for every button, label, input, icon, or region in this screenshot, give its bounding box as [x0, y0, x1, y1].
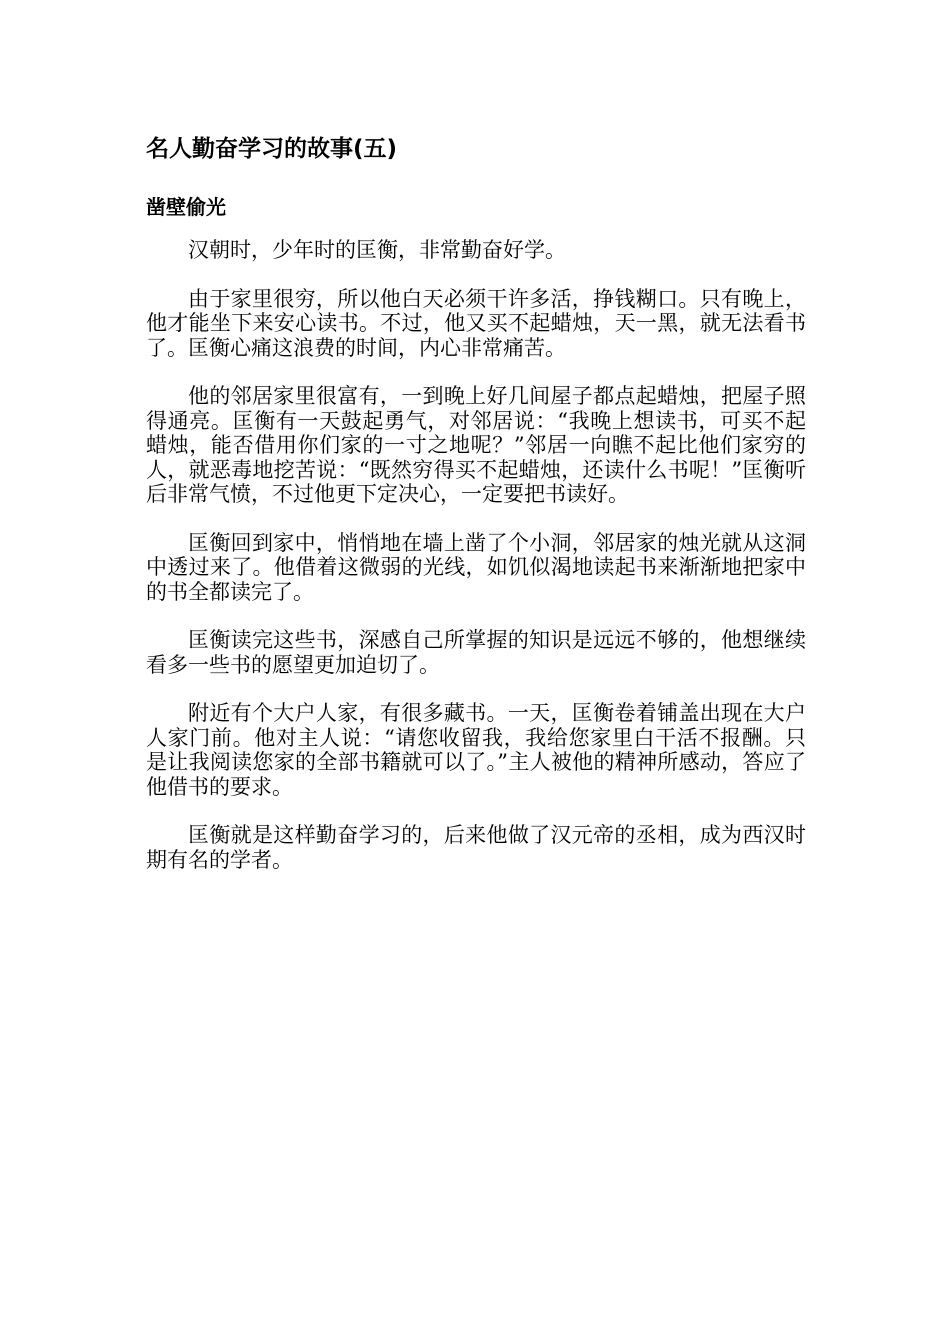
paragraph-2: 由于家里很穷，所以他白天必须干许多活，挣钱糊口。只有晚上，他才能坐下来安心读书。不过，他又买不起蜡烛，天一黑，就无法看书了。匡衡心痛这浪费的时间，内心非常痛苦。 [146, 286, 806, 360]
paragraph-5: 匡衡读完这些书，深感自己所掌握的知识是远远不够的，他想继续看多一些书的愿望更加迫切了。 [146, 628, 806, 677]
paragraph-7: 匡衡就是这样勤奋学习的，后来他做了汉元帝的丞相，成为西汉时期有名的学者。 [146, 823, 806, 872]
paragraph-1: 汉朝时，少年时的匡衡，非常勤奋好学。 [188, 238, 566, 262]
document-title: 名人勤奋学习的故事(五) [146, 136, 398, 162]
document-page [146, 130, 806, 896]
paragraph-6: 附近有个大户人家，有很多藏书。一天，匡衡卷着铺盖出现在大户人家门前。他对主人说：“请您收留我，我给您家里白干活不报酬。只是让我阅读您家的全部书籍就可以了。”主人被他的精神所感动，答应了他借书的要求。 [146, 701, 806, 799]
paragraph-3: 他的邻居家里很富有，一到晚上好几间屋子都点起蜡烛，把屋子照得通亮。匡衡有一天鼓起勇气，对邻居说：“我晚上想读书，可买不起蜡烛，能否借用你们家的一寸之地呢？”邻居一向瞧不起比他们家穷的人，就恶毒地挖苦说：“既然穷得买不起蜡烛，还读什么书呢！”匡衡听后非常气愤，不过他更下定决心，一定要把书读好。 [146, 384, 806, 506]
paragraph-4: 匡衡回到家中，悄悄地在墙上凿了个小洞，邻居家的烛光就从这洞中透过来了。他借着这微弱的光线，如饥似渴地读起书来渐渐地把家中的书全都读完了。 [146, 530, 806, 604]
section-title: 凿壁偷光 [146, 195, 226, 219]
